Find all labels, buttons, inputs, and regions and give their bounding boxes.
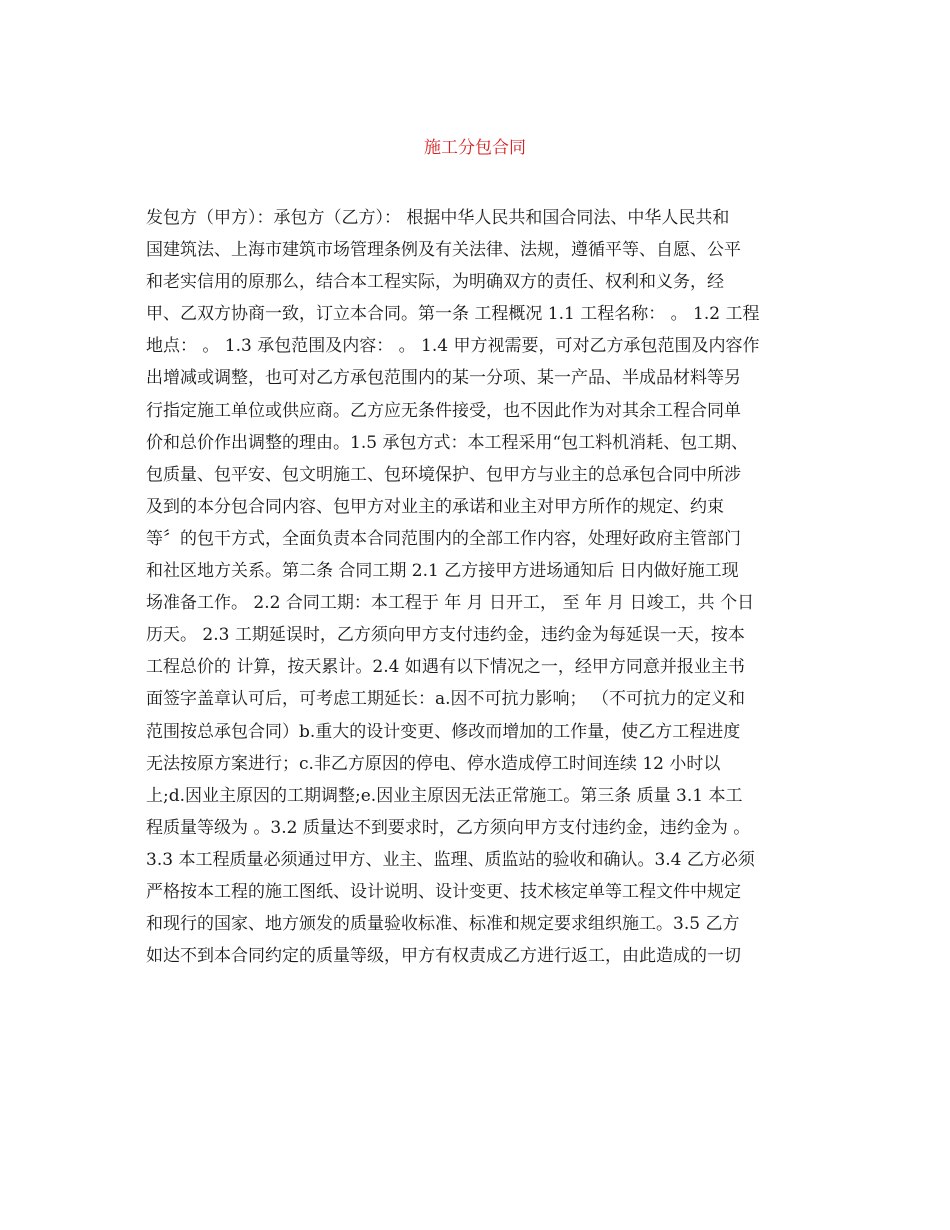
body-line: 甲、乙双方协商一致，订立本合同。第一条 工程概况 1.1 工程名称： 。 1.2 工程: [146, 304, 760, 325]
body-line: 出增减或调整，也可对乙方承包范围内的某一分项、某一产品、半成品材料等另: [146, 368, 741, 389]
body-line: 如达不到本合同约定的质量等级，甲方有权责成乙方进行返工，由此造成的一切: [146, 946, 741, 967]
body-line: 包质量、包平安、包文明施工、包环境保护、包甲方与业主的总承包合同中所涉: [146, 464, 741, 485]
body-line: 地点： 。 1.3 承包范围及内容： 。 1.4 甲方视需要，可对乙方承包范围及内容作: [146, 336, 760, 357]
body-line: 行指定施工单位或供应商。乙方应无条件接受，也不因此作为对其余工程合同单: [146, 400, 741, 421]
body-line: 和现行的国家、地方颁发的质量验收标准、标准和规定要求组织施工。3.5 乙方: [146, 914, 740, 935]
document-body: [146, 202, 816, 972]
body-line: 发包方（甲方）：承包方（乙方）： 根据中华人民共和国合同法、中华人民共和: [146, 208, 730, 228]
body-line: 严格按本工程的施工图纸、设计说明、设计变更、技术核定单等工程文件中规定: [146, 881, 741, 902]
body-line: 工程总价的 计算，按天累计。2.4 如遇有以下情况之一，经甲方同意并报业主书: [146, 657, 745, 678]
body-line: 历天。 2.3 工期延误时，乙方须向甲方支付违约金，违约金为每延误一天，按本: [146, 625, 745, 646]
body-line: 无法按原方案进行；c.非乙方原因的停电、停水造成停工时间连续 12 小时以: [146, 753, 721, 774]
body-line: 和社区地方关系。第二条 合同工期 2.1 乙方接甲方进场通知后 日内做好施工现: [146, 561, 739, 582]
body-line: 及到的本分包合同内容、包甲方对业主的承诺和业主对甲方所作的规定、约束: [146, 496, 724, 517]
body-line: 等〞的包干方式，全面负责本合同范围内的全部工作内容，处理好政府主管部门: [146, 528, 741, 549]
body-line: 3.3 本工程质量必须通过甲方、业主、监理、质监站的验收和确认。3.4 乙方必须: [146, 849, 755, 870]
body-line: 场准备工作。 2.2 合同工期：本工程于 年 月 日开工， 至 年 月 日竣工，共 个日: [146, 593, 755, 614]
body-line: 面签字盖章认可后，可考虑工期延长：a.因不可抗力影响； （不可抗力的定义和: [146, 689, 745, 710]
body-line: 和老实信用的原那么，结合本工程实际，为明确双方的责任、权利和义务，经: [146, 272, 724, 293]
body-line: 上;d.因业主原因的工期调整;e.因业主原因无法正常施工。第三条 质量 3.1 本工: [146, 785, 743, 806]
body-line: 国建筑法、上海市建筑市场管理条例及有关法律、法规，遵循平等、自愿、公平: [146, 240, 741, 261]
document-title: 施工分包合同: [424, 138, 526, 158]
body-line: 程质量等级为 。3.2 质量达不到要求时，乙方须向甲方支付违约金，违约金为 。: [146, 817, 751, 838]
body-line: 价和总价作出调整的理由。1.5 承包方式：本工程采用“包工料机消耗、包工期、: [146, 432, 749, 453]
body-line: 范围按总承包合同）b.重大的设计变更、修改而增加的工作量，使乙方工程进度: [146, 721, 741, 742]
